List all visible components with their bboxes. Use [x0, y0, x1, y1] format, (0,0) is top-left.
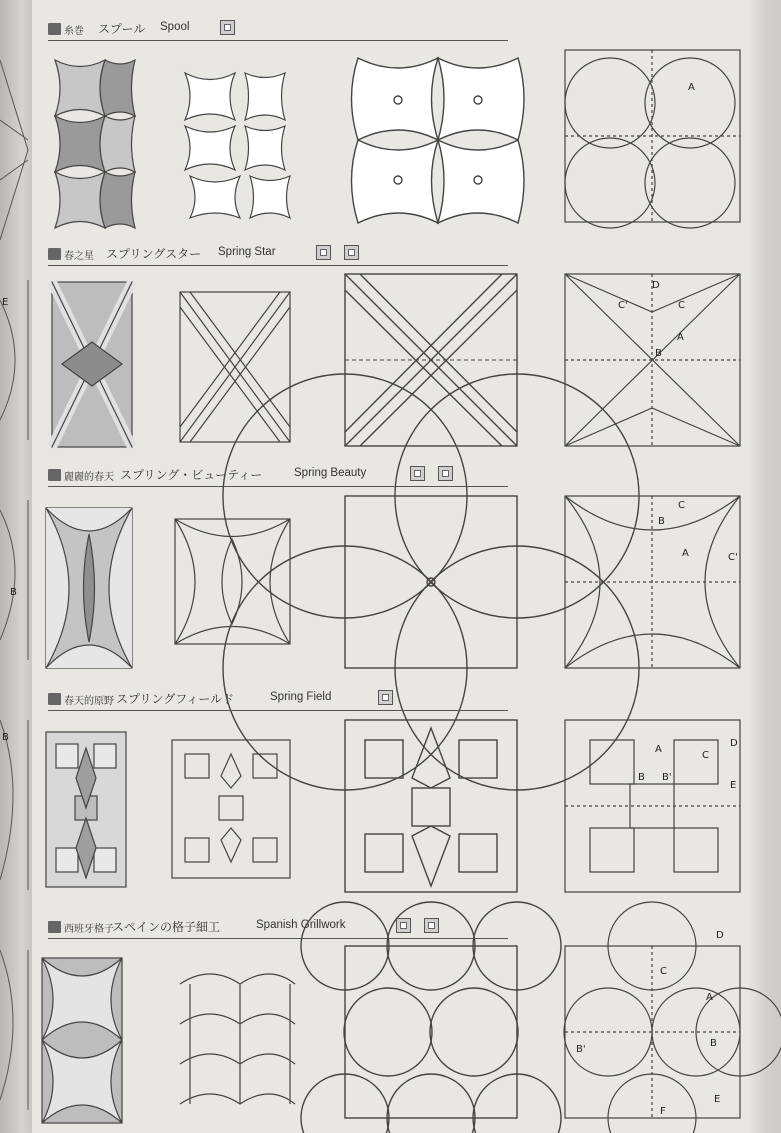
svg-text:B: B: [10, 587, 17, 598]
chinese-name: 糸巻: [64, 26, 84, 37]
piece-label: B: [658, 516, 665, 527]
spanish-grillwork-diagrams: [40, 930, 760, 1129]
english-title: Spring Field: [270, 691, 332, 703]
piece-label: A: [688, 82, 695, 93]
piece-label: C: [678, 500, 685, 511]
block-header-spring-star: [48, 245, 508, 266]
english-title: Spring Beauty: [294, 467, 367, 479]
piece-label: E: [714, 1094, 721, 1105]
japanese-title: スプリングフィールド: [116, 692, 235, 706]
piece-label: C': [728, 552, 738, 563]
spool-icon: [424, 918, 439, 933]
number-badge: [48, 469, 61, 481]
piece-label: E: [730, 780, 737, 791]
spring-field-diagrams: [40, 718, 760, 903]
piece-label: C: [660, 966, 667, 977]
piece-label: F: [660, 1106, 666, 1117]
piece-label: B': [662, 772, 672, 783]
block-header-spring-field: [48, 690, 508, 711]
chinese-name: 麗麗的春天: [64, 472, 114, 483]
landscape-icon: [410, 466, 425, 481]
number-badge: [48, 248, 61, 260]
piece-label: D: [652, 280, 660, 291]
number-badge: [48, 23, 61, 35]
piece-label: D: [730, 738, 738, 749]
chinese-name: 西班牙格子: [64, 924, 114, 935]
spring-star-diagrams: [40, 272, 760, 457]
piece-label: B: [710, 1038, 717, 1049]
piece-label: A: [655, 744, 662, 755]
spring-beauty-diagrams: [40, 494, 760, 679]
japanese-title: スプール: [98, 22, 146, 36]
spool-icon: [220, 20, 235, 35]
english-title: Spool: [160, 21, 190, 33]
block-header-spool: [48, 20, 508, 41]
tree-icon: [438, 466, 453, 481]
svg-text:B: B: [2, 732, 9, 743]
previous-page-edge: [0, 0, 32, 1133]
star-icon: [316, 245, 331, 260]
japanese-title: スプリングスター: [106, 247, 202, 261]
english-title: Spanish Grillwork: [256, 919, 346, 931]
chinese-name: 春之星: [64, 251, 94, 262]
piece-label: B: [655, 348, 662, 359]
piece-label: C': [618, 300, 628, 311]
house-icon: [396, 918, 411, 933]
piece-label: A: [682, 548, 689, 559]
landscape-icon: [344, 245, 359, 260]
block-header-spanish-grillwork: [48, 918, 508, 939]
landscape-icon: [378, 690, 393, 705]
japanese-title: スペインの格子細工: [112, 920, 221, 934]
piece-label: C: [702, 750, 709, 761]
chinese-name: 春天的原野: [64, 696, 114, 707]
piece-label: A: [677, 332, 684, 343]
spool-diagrams: [40, 48, 760, 238]
english-title: Spring Star: [218, 246, 276, 258]
piece-label: D: [716, 930, 724, 941]
japanese-title: スプリング・ビューティー: [120, 468, 263, 482]
piece-label: B': [576, 1044, 586, 1055]
number-badge: [48, 921, 61, 933]
piece-label: B: [638, 772, 645, 783]
block-header-spring-beauty: [48, 466, 508, 487]
piece-label: A: [706, 992, 713, 1003]
piece-label: C: [678, 300, 685, 311]
svg-text:E: E: [2, 297, 9, 308]
number-badge: [48, 693, 61, 705]
